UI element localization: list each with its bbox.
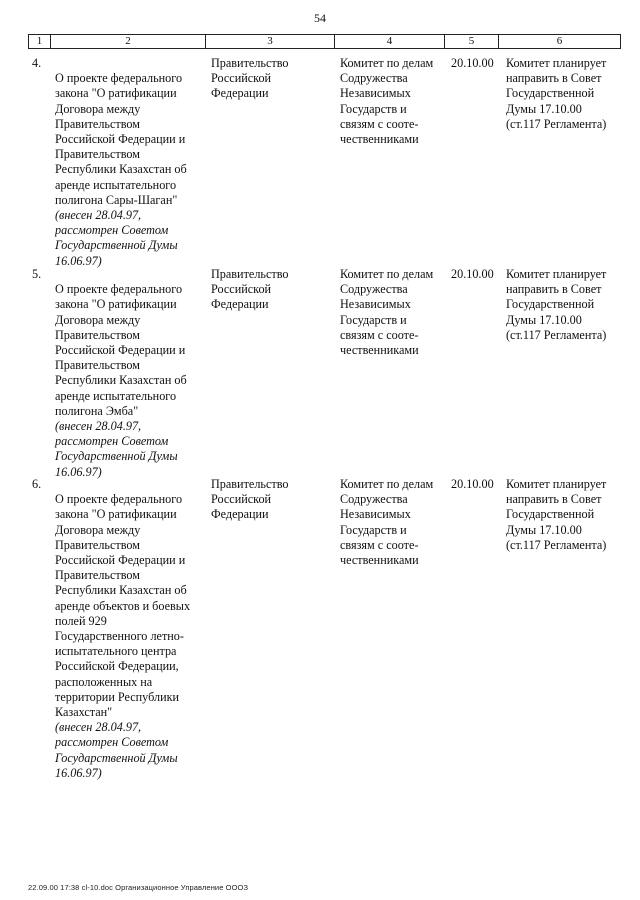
- entry-note: Комитет планирует направить в Совет Государственной Думы 17.10.00 (ст.117 Регламента): [506, 267, 607, 342]
- column-header-row: [28, 34, 621, 49]
- entry-initiator: Правительство Российской Федерации: [211, 477, 289, 522]
- column-header-2: 2: [51, 35, 206, 49]
- entry-meta: (внесен 28.04.97, рассмотрен Советом Государственной Думы 16.06.97): [55, 419, 178, 479]
- entry-title: [55, 267, 203, 495]
- column-header-1: 1: [29, 35, 51, 49]
- entry-title-text: О проекте федерального закона "О ратификации Договора между Правительством Российской Федерации и Правительством Республики Казахстан об аренде объектов и боевых полей 929 Государственного летно- испытательного центра Российской Федерации, расположенных на территории Республики Казахстан": [55, 492, 191, 720]
- entry-number: 6.: [32, 477, 42, 491]
- column-header-4: 4: [335, 35, 445, 49]
- column-header-5: 5: [445, 35, 499, 49]
- entry-note: Комитет планирует направить в Совет Государственной Думы 17.10.00 (ст.117 Регламента): [506, 56, 607, 131]
- column-header-6: 6: [499, 35, 621, 49]
- column-header-3: 3: [206, 35, 335, 49]
- entry-initiator: Правительство Российской Федерации: [211, 56, 289, 101]
- entry-committee: Комитет по делам Содружества Независимых Государств и связям с соотe- чественниками: [340, 267, 434, 358]
- entry-initiator: Правительство Российской Федерации: [211, 267, 289, 312]
- entry-meta: (внесен 28.04.97, рассмотрен Советом Государственной Думы 16.06.97): [55, 720, 178, 780]
- entry-title-text: О проекте федерального закона "О ратификации Договора между Правительством Российской Федерации и Правительством Республики Казахстан об аренде испытательного полигона Сары-Шаган": [55, 71, 187, 207]
- entry-date: 20.10.00: [451, 477, 494, 491]
- entry-date: 20.10.00: [451, 267, 494, 281]
- entry-committee: Комитет по делам Содружества Независимых Государств и связям с сооте- чественниками: [340, 56, 434, 147]
- page-number: 54: [314, 11, 326, 25]
- entry-number: 4.: [32, 56, 42, 70]
- entry-title: [55, 56, 203, 284]
- entry-number: 5.: [32, 267, 42, 281]
- entry-meta: (внесен 28.04.97, рассмотрен Советом Государственной Думы 16.06.97): [55, 208, 178, 268]
- entry-note: Комитет планирует направить в Совет Государственной Думы 17.10.00 (ст.117 Регламента): [506, 477, 607, 552]
- entry-title: [55, 477, 203, 796]
- entry-committee: Комитет по делам Содружества Независимых Государств и связям с соотe- чественниками: [340, 477, 434, 568]
- page-footer: 22.09.00 17:38 cl-10.doc Организационное Управление ОООЗ: [28, 883, 249, 892]
- entry-date: 20.10.00: [451, 56, 494, 70]
- entry-title-text: О проекте федерального закона "О ратификации Договора между Правительством Российской Федерации и Правительством Республики Казахстан об аренде испытательного полигона Эмба": [55, 282, 187, 418]
